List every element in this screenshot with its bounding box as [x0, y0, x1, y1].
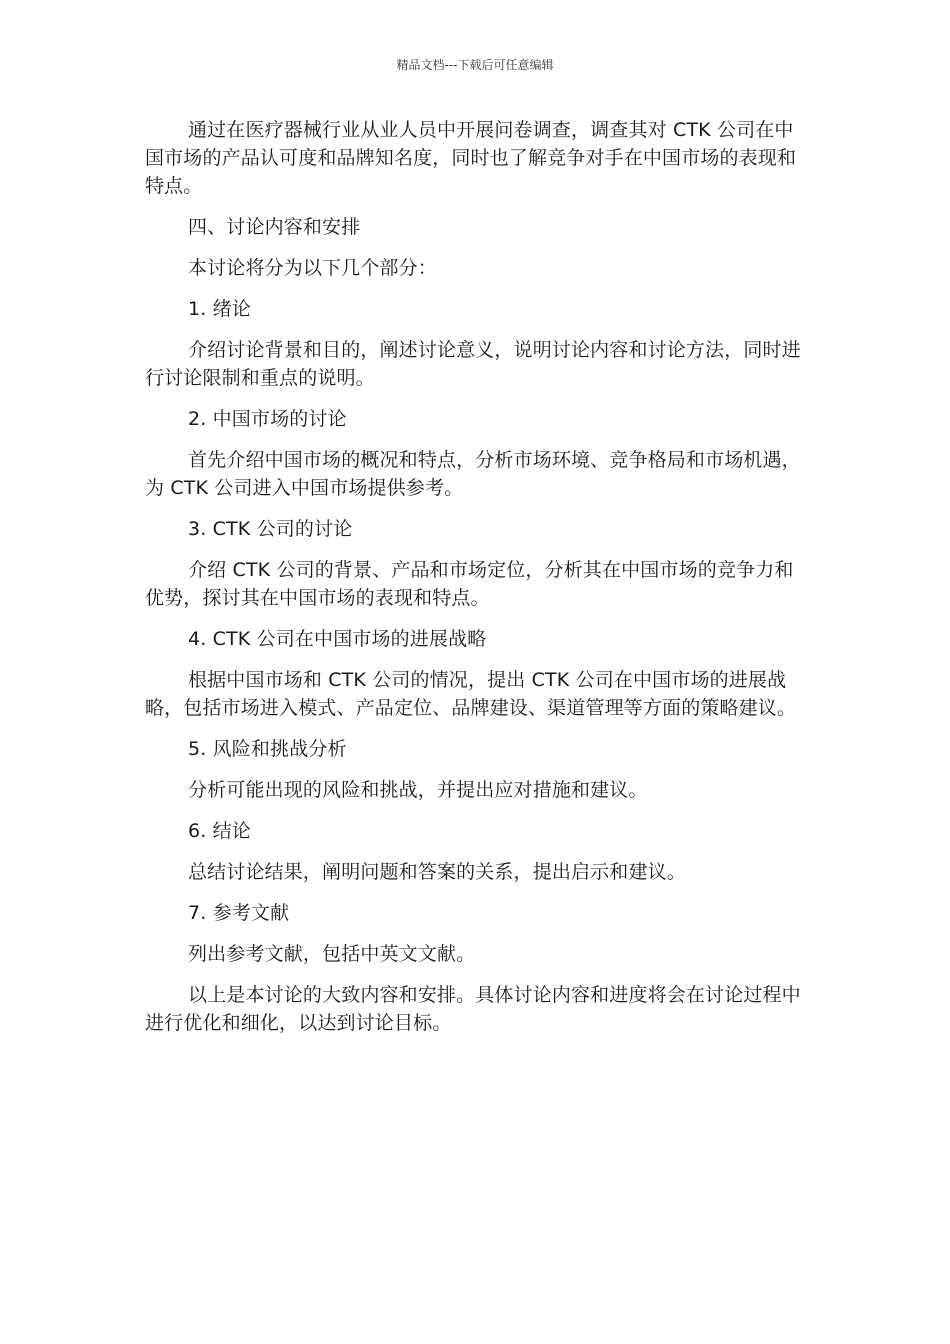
page-header: 精品文档---下载后可任意编辑 — [396, 58, 554, 72]
item-heading-5: 5. 风险和挑战分析 — [188, 738, 347, 760]
section-heading: 四、讨论内容和安排 — [188, 216, 361, 238]
document-body — [145, 116, 810, 1050]
item-body-6: 总结讨论结果，阐明问题和答案的关系，提出启示和建议。 — [188, 861, 686, 883]
item-heading-2: 2. 中国市场的讨论 — [188, 408, 347, 430]
item-body-4: 根据中国市场和 CTK 公司的情况，提出 CTK 公司在中国市场的进展战略，包括市场进入模式、产品定位、品牌建设、渠道管理等方面的策略建议。 — [145, 669, 797, 719]
paragraph-conclusion: 以上是本讨论的大致内容和安排。具体讨论内容和进度将会在讨论过程中进行优化和细化，以达到讨论目标。 — [145, 984, 801, 1034]
item-body-3: 介绍 CTK 公司的背景、产品和市场定位，分析其在中国市场的竞争力和优势，探讨其在中国市场的表现和特点。 — [145, 559, 794, 609]
item-body-2: 首先介绍中国市场的概况和特点，分析市场环境、竞争格局和市场机遇，为 CTK 公司进入中国市场提供参考。 — [145, 449, 801, 499]
item-heading-3: 3. CTK 公司的讨论 — [188, 518, 353, 540]
paragraph-survey-method: 通过在医疗器械行业从业人员中开展问卷调查，调查其对 CTK 公司在中国市场的产品认可度和品牌知名度，同时也了解竞争对手在中国市场的表现和特点。 — [145, 119, 797, 197]
item-body-1: 介绍讨论背景和目的，阐述讨论意义，说明讨论内容和讨论方法，同时进行讨论限制和重点的说明。 — [145, 339, 801, 389]
item-heading-4: 4. CTK 公司在中国市场的进展战略 — [188, 628, 487, 650]
item-body-5: 分析可能出现的风险和挑战，并提出应对措施和建议。 — [188, 779, 648, 801]
item-body-7: 列出参考文献，包括中英文文献。 — [188, 943, 476, 965]
item-heading-6: 6. 结论 — [188, 820, 251, 842]
paragraph-intro: 本讨论将分为以下几个部分： — [188, 257, 437, 279]
item-heading-1: 1. 绪论 — [188, 298, 251, 320]
item-heading-7: 7. 参考文献 — [188, 902, 290, 924]
